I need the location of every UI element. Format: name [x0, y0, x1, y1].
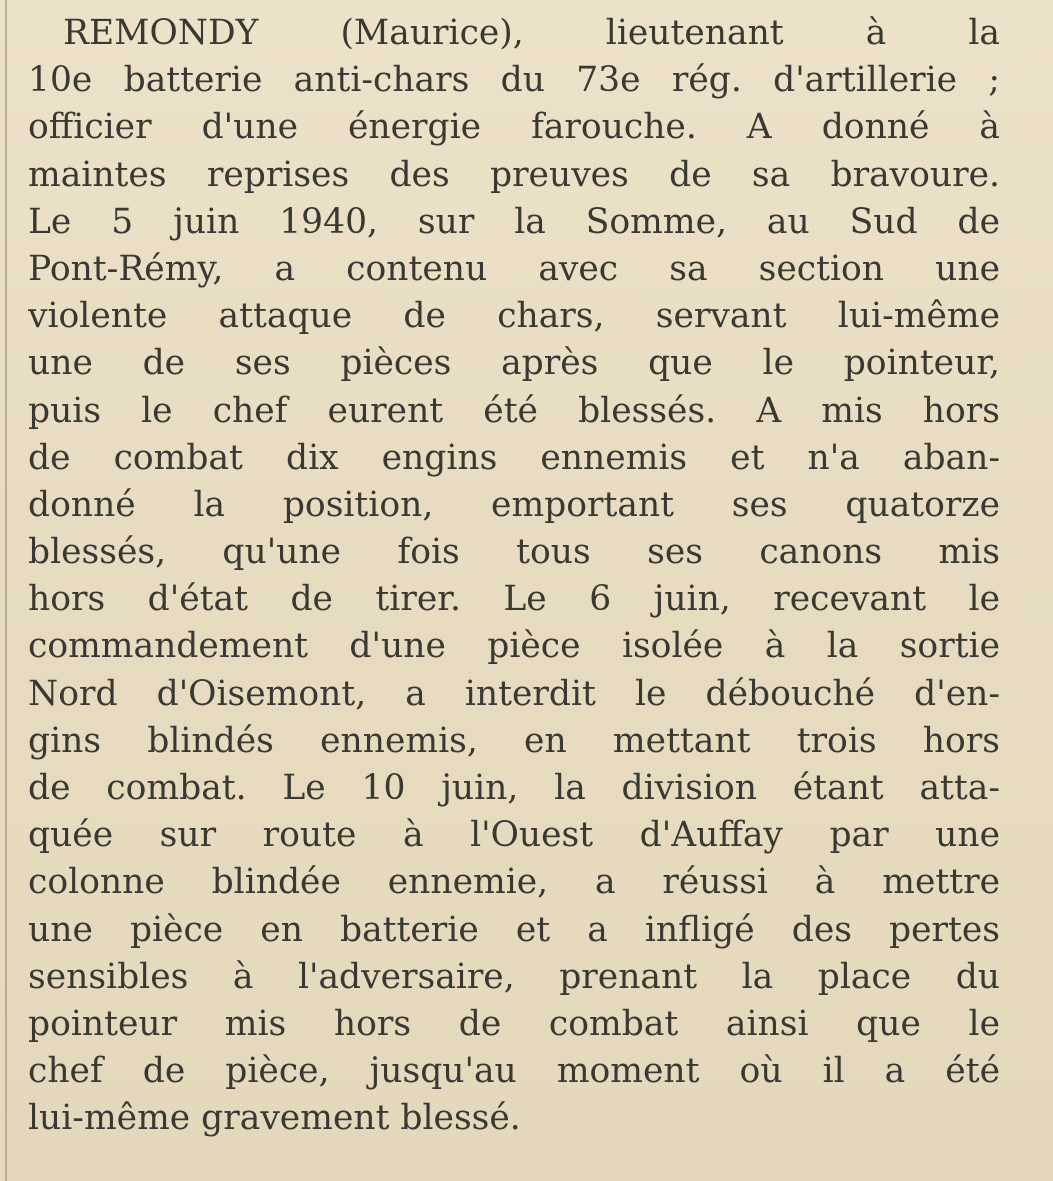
article-line: pointeur mis hors de combat ainsi que le	[28, 1003, 1000, 1044]
article-line: Le 5 juin 1940, sur la Somme, au Sud de	[28, 201, 1000, 242]
column-rule	[5, 0, 7, 1181]
article-line: de combat. Le 10 juin, la division étant atta-	[28, 768, 1000, 808]
article-line: violente attaque de chars, servant lui-même	[28, 296, 1000, 337]
article-line: REMONDY (Maurice), lieutenant à la	[63, 13, 1000, 53]
article-line: chef de pièce, jusqu'au moment où il a été	[28, 1051, 1000, 1092]
citation-article	[28, 10, 1000, 1143]
article-line: une de ses pièces après que le pointeur,	[28, 343, 1000, 384]
article-line: quée sur route à l'Ouest d'Auffay par une	[28, 815, 1000, 856]
article-line: commandement d'une pièce isolée à la sortie	[28, 626, 1000, 667]
article-line: maintes reprises des preuves de sa bravoure.	[28, 154, 1000, 195]
article-line: donné la position, emportant ses quatorze	[28, 484, 1000, 525]
article-line: lui-même gravement blessé.	[28, 1098, 521, 1139]
article-line: une pièce en batterie et a infligé des pertes	[28, 909, 1000, 950]
article-line: officier d'une énergie farouche. A donné à	[28, 107, 1000, 148]
article-line: gins blindés ennemis, en mettant trois hors	[28, 720, 1000, 761]
article-line: Pont-Rémy, a contenu avec sa section une	[28, 248, 1000, 289]
article-line: de combat dix engins ennemis et n'a aban-	[28, 437, 1000, 478]
article-line: blessés, qu'une fois tous ses canons mis	[28, 532, 1000, 573]
article-line: hors d'état de tirer. Le 6 juin, recevant le	[28, 579, 1000, 620]
article-line: puis le chef eurent été blessés. A mis hors	[28, 390, 1000, 431]
article-line: Nord d'Oisemont, a interdit le débouché d'en-	[28, 673, 1000, 714]
article-line: 10e batterie anti-chars du 73e rég. d'artillerie ;	[28, 60, 1000, 101]
article-line: sensibles à l'adversaire, prenant la place du	[28, 956, 1000, 997]
article-line: colonne blindée ennemie, a réussi à mettre	[28, 862, 1000, 903]
